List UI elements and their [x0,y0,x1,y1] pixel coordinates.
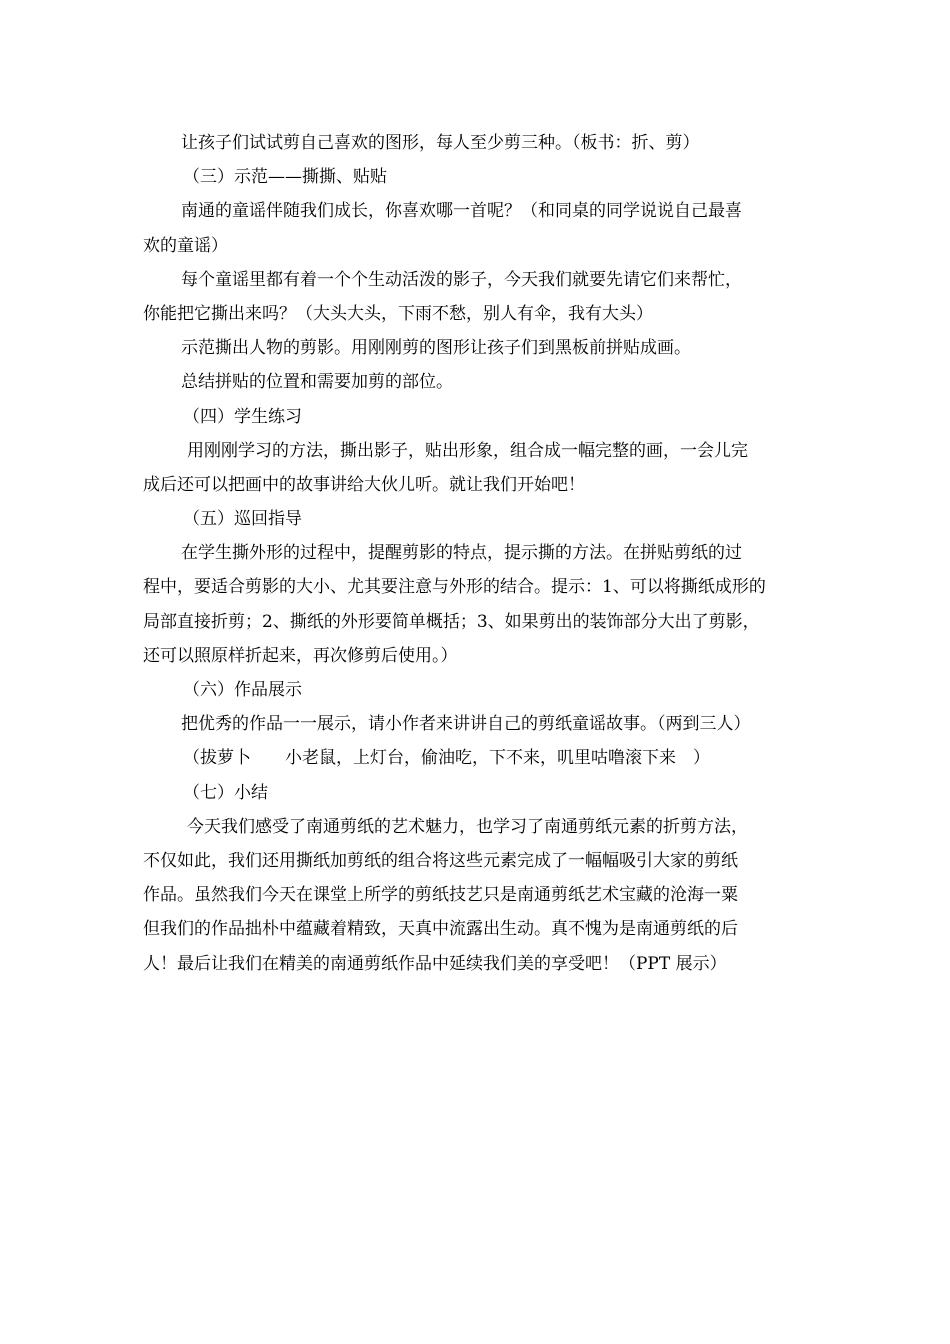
text-line: 作品。虽然我们今天在课堂上所学的剪纸技艺只是南通剪纸艺术宝藏的沧海一粟 [143,885,738,906]
text-line: （六）作品展示 [183,680,302,700]
text-line: 还可以照原样折起来，再次修剪后使用。） [143,645,458,666]
text-line: 在学生撕外形的过程中，提醒剪影的特点，提示撕的方法。在拼贴剪纸的过 [181,543,742,564]
text-line: 让孩子们试试剪自己喜欢的图形，每人至少剪三种。（板书：折、剪） [181,133,700,153]
text-line: 人！最后让我们在精美的南通剪纸作品中延续我们美的享受吧！（PPT 展示） [143,953,727,974]
text-line: （三）示范——撕撕、贴贴 [183,167,387,188]
text-line: （五）巡回指导 [183,509,302,530]
text-line: 成后还可以把画中的故事讲给大伙儿听。就让我们开始吧！ [143,474,585,495]
text-line: 把优秀的作品一一展示，请小作者来讲讲自己的剪纸童谣故事。（两到三人） [181,714,751,735]
text-line: 今天我们感受了南通剪纸的艺术魅力，也学习了南通剪纸元素的折剪方法， [187,816,748,837]
text-line: 欢的童谣） [143,235,228,256]
text-line: 你能把它撕出来吗？（大头大头，下雨不愁，别人有伞，我有大头） [143,303,653,324]
text-line: （拔萝卜 小老鼠，上灯台，偷油吃，下不来，叽里咕噜滚下来 ） [183,748,710,769]
text-line: 用刚刚学习的方法，撕出影子，贴出形象，组合成一幅完整的画，一会儿完 [187,440,748,461]
text-line: 但我们的作品拙朴中蕴藏着精致，天真中流露出生动。真不愧为是南通剪纸的后 [143,919,738,940]
document-body [143,126,813,981]
text-line: 示范撕出人物的剪影。用刚刚剪的图形让孩子们到黑板前拼贴成画。 [181,338,691,359]
text-line: 局部直接折剪；2、撕纸的外形要简单概括；3、如果剪出的装饰部分大出了剪影， [143,611,760,632]
text-line: 总结拼贴的位置和需要加剪的部位。 [181,372,453,393]
text-line: 每个童谣里都有着一个个生动活泼的影子，今天我们就要先请它们来帮忙， [181,269,742,290]
text-line: 南通的童谣伴随我们成长，你喜欢哪一首呢？（和同桌的同学说说自己最喜 [181,201,742,222]
text-line: 程中，要适合剪影的大小、尤其要注意与外形的结合。提示：1、可以将撕纸成形的 [143,577,766,598]
text-line: （四）学生练习 [183,406,302,427]
text-line: （七）小结 [183,782,268,803]
text-line: 不仅如此，我们还用撕纸加剪纸的组合将这些元素完成了一幅幅吸引大家的剪纸 [143,850,738,871]
